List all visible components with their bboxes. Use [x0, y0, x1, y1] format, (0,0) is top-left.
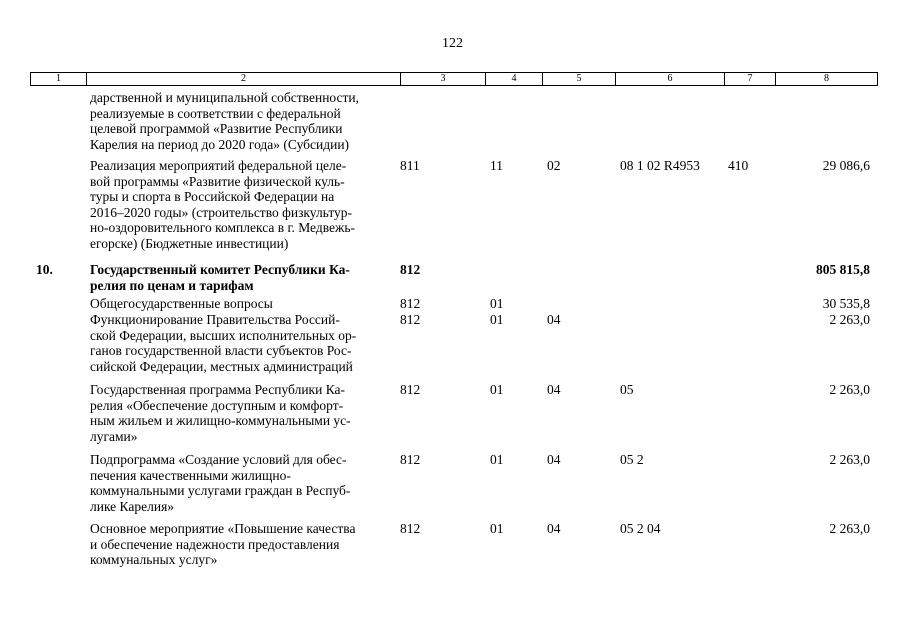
col-amount: 2 263,0 [829, 452, 870, 467]
row-name-line: Карелия на период до 2020 года» (Субсидии) [90, 136, 350, 152]
row-name [90, 452, 390, 514]
table-header-row [30, 72, 878, 86]
row-name-line: релия «Обеспечение доступным и комфорт- [90, 397, 344, 413]
page-number: 122 [442, 36, 463, 51]
row-name-line: Государственная программа Республики Ка- [90, 382, 346, 397]
row-name-line: и обеспечение надежности предоставления [90, 536, 340, 552]
col-subsection: 04 [547, 382, 561, 397]
row-name-line: вой программы «Развитие физической куль- [90, 173, 345, 189]
col-amount: 2 263,0 [829, 312, 870, 327]
col-amount: 30 535,8 [822, 296, 870, 311]
col-ministry-code: 812 [400, 262, 421, 277]
row-name-line: лугами» [90, 428, 138, 444]
row-name-line: коммунальных услуг» [90, 552, 218, 568]
row-name-line: туры и спорта в Российской Федерации на [90, 189, 335, 205]
col-target-article: 05 2 04 [620, 521, 661, 536]
col-target-article: 08 1 02 R4953 [620, 158, 700, 173]
header-col-3: 3 [400, 73, 485, 85]
col-amount: 29 086,6 [822, 158, 870, 173]
col-subsection: 02 [547, 158, 561, 173]
row-name [90, 521, 390, 568]
row-name-line: 2016–2020 годы» (строительство физкультур- [90, 204, 353, 220]
col-target-article: 05 [620, 382, 634, 397]
col-section: 01 [490, 382, 504, 397]
col-ministry-code: 812 [400, 521, 421, 536]
row-name [90, 296, 390, 312]
row-name-line: ганов государственной власти субъектов Рос- [90, 343, 352, 359]
row-name-line: релия по ценам и тарифам [90, 277, 254, 293]
row-name-line: коммунальными услугами граждан в Респуб- [90, 483, 351, 499]
col-amount: 2 263,0 [829, 521, 870, 536]
col-section: 01 [490, 296, 504, 311]
row-name-line: егорске) (Бюджетные инвестиции) [90, 235, 289, 251]
header-col-8: 8 [775, 73, 877, 85]
row-name-line: печения качественными жилищно- [90, 467, 291, 483]
row-name-line: Подпрограмма «Создание условий для обес- [90, 452, 347, 467]
row-name [90, 262, 390, 293]
col-ministry-code: 811 [400, 158, 420, 173]
row-name-line: Основное мероприятие «Повышение качества [90, 521, 356, 536]
col-ministry-code: 812 [400, 312, 421, 327]
row-name-line: дарственной и муниципальной собственности, [90, 90, 359, 105]
col-subsection: 04 [547, 521, 561, 536]
row-name-line: Общегосударственные вопросы [90, 296, 273, 311]
header-col-7: 7 [724, 73, 775, 85]
col-subsection: 04 [547, 312, 561, 327]
header-col-1: 1 [56, 73, 61, 84]
row-name [90, 90, 390, 152]
row-number: 10. [36, 262, 53, 277]
header-col-4: 4 [485, 73, 542, 85]
row-name-line: лике Карелия» [90, 498, 175, 514]
row-name [90, 312, 390, 374]
header-col-5: 5 [542, 73, 615, 85]
row-name [90, 158, 390, 252]
row-name-line: ской Федерации, высших исполнительных ор- [90, 327, 357, 343]
row-name-line: сийской Федерации, местных администраций [90, 358, 353, 374]
row-name-line: Функционирование Правительства Россий- [90, 312, 340, 327]
col-section: 01 [490, 521, 504, 536]
col-section: 01 [490, 452, 504, 467]
row-name-line: но-оздоровительного комплекса в г. Медвежь- [90, 220, 356, 236]
header-col-2: 2 [86, 73, 400, 85]
col-ministry-code: 812 [400, 382, 421, 397]
col-expense-type: 410 [728, 158, 749, 173]
row-name-line: Государственный комитет Республики Ка- [90, 262, 350, 277]
col-amount: 805 815,8 [816, 262, 870, 277]
row-name-line: Реализация мероприятий федеральной целе- [90, 158, 347, 173]
row-name-line: целевой программой «Развитие Республики [90, 121, 343, 137]
col-ministry-code: 812 [400, 452, 421, 467]
col-subsection: 04 [547, 452, 561, 467]
header-col-6: 6 [615, 73, 724, 85]
col-target-article: 05 2 [620, 452, 644, 467]
col-section: 11 [490, 158, 503, 173]
row-name-line: реализуемые в соответствии с федеральной [90, 105, 341, 121]
col-ministry-code: 812 [400, 296, 421, 311]
row-name-line: ным жильем и жилищно-коммунальными ус- [90, 413, 351, 429]
col-amount: 2 263,0 [829, 382, 870, 397]
col-section: 01 [490, 312, 504, 327]
row-name [90, 382, 390, 444]
